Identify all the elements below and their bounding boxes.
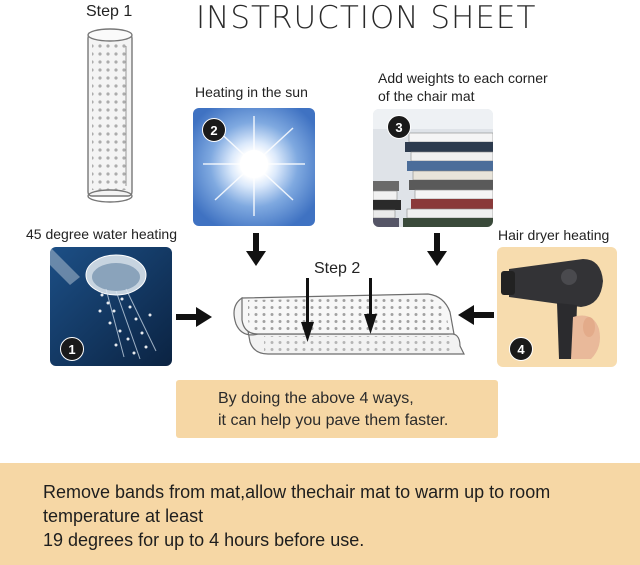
- instruction-line-2: temperature at least: [43, 506, 204, 526]
- method-2-label: Heating in the sun: [195, 84, 308, 100]
- method-4-label: Hair dryer heating: [498, 227, 610, 243]
- method-2-badge: 2: [202, 118, 226, 142]
- method-4-badge: 4: [509, 337, 533, 361]
- method-3-badge: 3: [387, 115, 411, 139]
- page-title: INSTRUCTION SHEET: [196, 0, 537, 36]
- flat-mat-illustration: [228, 276, 468, 361]
- instruction-line-3: 19 degrees for up to 4 hours before use.: [43, 530, 365, 550]
- rolled-mat-illustration: [80, 26, 140, 211]
- arrow-right-icon: [176, 307, 212, 332]
- tip-line-1: By doing the above 4 ways,: [218, 390, 414, 407]
- instruction-line-1: Remove bands from mat,allow thechair mat to warm up to room: [43, 482, 551, 502]
- method-1-badge: 1: [60, 337, 84, 361]
- step2-label: Step 2: [314, 260, 361, 277]
- books-photo: [373, 109, 493, 227]
- method-3-label-line1: Add weights to each corner: [378, 70, 548, 86]
- arrow-down-icon: [246, 233, 266, 272]
- method-3-label-line2: of the chair mat: [378, 88, 475, 104]
- sun-photo: [193, 108, 315, 226]
- step1-label: Step 1: [86, 3, 133, 20]
- tip-line-2: it can help you pave them faster.: [218, 412, 449, 429]
- arrow-down-icon: [427, 233, 447, 272]
- method-1-label: 45 degree water heating: [26, 226, 177, 242]
- shower-photo: [50, 247, 172, 366]
- hair-dryer-photo: [497, 247, 617, 367]
